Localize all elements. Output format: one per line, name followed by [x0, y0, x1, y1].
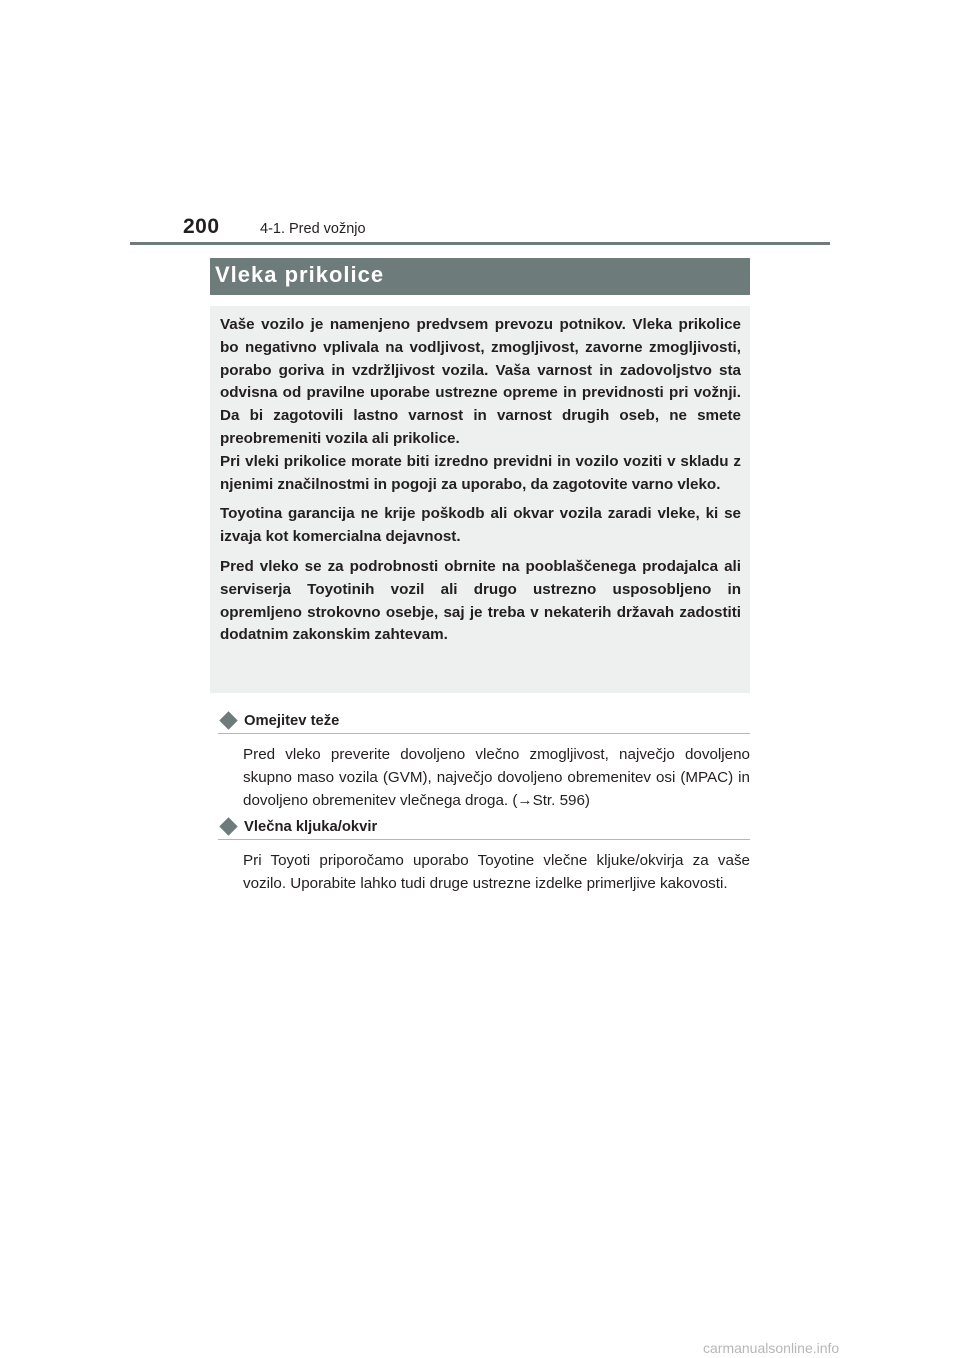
section-body: Pri Toyoti priporočamo uporabo Toyotine vlečne kljuke/okvirja za vaše vozilo. Uporabite lahko tudi druge ustrezne izdelke primerljive kakovosti. — [243, 852, 750, 892]
page-number: 200 — [183, 215, 220, 238]
intro-paragraph: Pred vleko se za podrobnosti obrnite na pooblaščenega prodajalca ali serviserja Toyotinih vozil ali drugo ustrezno usposobljeno in opremljeno strokovno osebje, saj je treba v nekaterih državah zadostiti dodatnim zakonskim zahtevam. — [220, 557, 741, 644]
watermark-logo[interactable]: carmanualsonline.info — [703, 1340, 840, 1356]
diamond-icon — [219, 817, 237, 835]
diamond-icon — [219, 711, 237, 729]
section-body: Pred vleko preverite dovoljeno vlečno zmogljivost, največjo dovoljeno skupno maso vozila (GVM), največjo dovoljeno obremenitev osi (MPAC) in dovoljeno obremenitev vlečnega droga. (→Str. 596) — [243, 746, 750, 809]
section-title: Vlečna kljuka/okvir — [244, 818, 378, 835]
intro-paragraph: Pri vleki prikolice morate biti izredno previdni in vozilo voziti v skladu z njenimi značilnostmi in pogoji za uporabo, da zagotovite varno vleko. — [220, 452, 741, 493]
section-weight-limit — [218, 708, 750, 812]
intro-paragraph: Toyotina garancija ne krije poškodb ali okvar vozila zaradi vleke, ki se izvaja kot komercialna dejavnost. — [220, 505, 741, 546]
section-tow-hitch — [218, 814, 750, 895]
intro-paragraph: Vaše vozilo je namenjeno predvsem prevozu potnikov. Vleka prikolice bo negativno vplivala na vodljivost, zmogljivost, zavorne zmogljivosti, porabo goriva in vzdržljivost vozila. Vaša varnost in zadovoljstvo sta odvisna od pravilne uporabe ustrezne opreme in previdnosti pri vožnji. Da bi zagotovili lastno varnost in varnost drugih oseb, ne smete preobremeniti vozila ali prikolice. — [220, 316, 741, 447]
intro-box — [210, 306, 750, 693]
section-heading — [218, 708, 750, 734]
breadcrumb: 4-1. Pred vožnjo — [260, 221, 366, 237]
section-title: Omejitev teže — [244, 712, 340, 729]
page-title: Vleka prikolice — [210, 258, 750, 295]
header-rule — [130, 242, 830, 245]
section-heading — [218, 814, 750, 840]
